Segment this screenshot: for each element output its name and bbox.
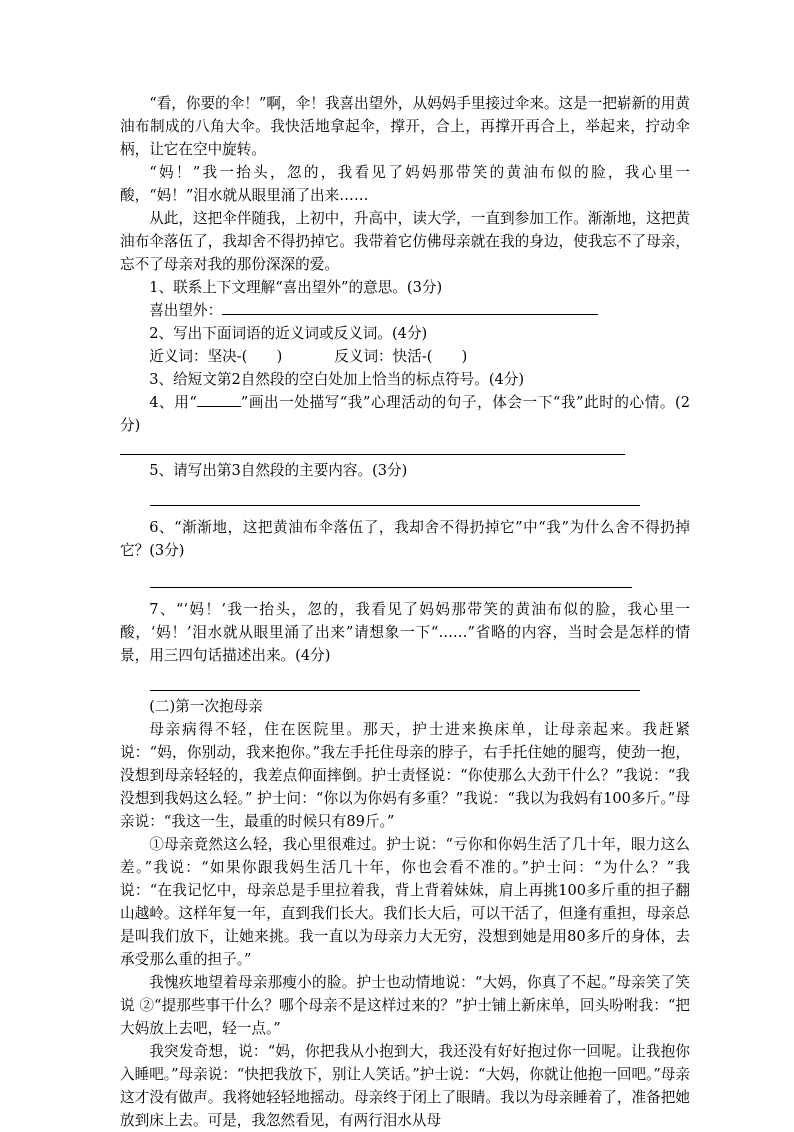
question-4-prefix: 4、用“ <box>149 394 197 411</box>
question-3: 3、给短文第2自然段的空白处加上恰当的标点符号。(4分) <box>149 371 525 388</box>
question-6: 6、“渐渐地，这把黄油布伞落伍了，我却舍不得扔掉它”中“我”为什么舍不得扔掉它？(3分) <box>120 519 690 559</box>
question-7: 7、“‘妈！’我一抬头，忽的，我看见了妈妈那带笑的黄油布似的脸，我心里一酸，‘妈！’泪水就从眼里涌了出来”请想象一下“……”省略的内容，当时会是怎样的情景，用三四句话描述出来。(4分) <box>120 601 690 664</box>
question-1-answer-line[interactable] <box>222 300 598 315</box>
question-1-label: 喜出望外： <box>149 302 223 319</box>
question-4-answer-line[interactable] <box>120 437 625 455</box>
question-7-answer-line[interactable] <box>150 673 640 691</box>
question-2-antonym[interactable]: 反义词：快活-( ) <box>334 348 468 365</box>
passage2-paragraph-3: 我愧疚地望着母亲那瘦小的脸。护士也动情地说：“大妈，你真了不起。”母亲笑了笑说 ②“提那些事干什么？哪个母亲不是这样过来的？”护士铺上新床单，回头吩咐我：“把大妈放上去吧，轻一点。” <box>120 974 690 1037</box>
question-5: 5、请写出第3自然段的主要内容。(3分) <box>149 462 408 479</box>
question-6-answer-line[interactable] <box>150 570 632 588</box>
exam-page <box>120 92 690 1132</box>
question-2-synonym[interactable]: 近义词：坚决-( ) <box>149 348 283 365</box>
question-5-answer-line[interactable] <box>150 488 640 506</box>
question-4-suffix: ”画出一处描写“我”心理活动的句子，体会一下“我”此时的心情。(2分) <box>120 394 690 434</box>
question-2: 2、写出下面词语的近义词或反义词。(4分) <box>149 325 428 342</box>
passage1-paragraph-2: “妈！”我一抬头，忽的，我看见了妈妈那带笑的黄油布似的脸，我心里一酸，“妈！”泪水就从眼里涌了出来…… <box>120 164 690 204</box>
passage1-paragraph-1: “看，你要的伞！”啊，伞！我喜出望外，从妈妈手里接过伞来。这是一把崭新的用黄油布制成的八角大伞。我快活地拿起伞，撑开，合上，再撑开再合上，举起来，拧动伞柄，让它在空中旋转。 <box>120 95 690 158</box>
passage2-paragraph-2: ①母亲竟然这么轻，我心里很难过。护士说：“亏你和你妈生活了几十年，眼力这么差。”我说：“如果你跟我妈生活几十年，你也会看不准的。”护士问：“为什么？”我说：“在我记忆中，母亲总是手里拉着我，背上背着妹妹，肩上再挑100多斤重的担子翻山越岭。这样年复一年，直到我们长大。我们长大后，可以干活了，但逢有重担，母亲总是叫我们放下，让她来挑。我一直以为母亲力大无穷，没想到她是用80多斤的身体，去承受那么重的担子。” <box>120 836 690 968</box>
passage2-paragraph-1: 母亲病得不轻，住在医院里。那天，护士进来换床单，让母亲起来。我赶紧说：“妈，你别动，我来抱你。”我左手托住母亲的脖子，右手托住她的腿弯，使劲一抱，没想到母亲轻轻的，我差点仰面摔倒。护士责怪说：“你使那么大劲干什么？”我说：“我没想到我妈这么轻。” 护士问：“你以为你妈有多重？”我说：“我以为我妈有100多斤。”母亲说：“我这一生，最重的时候只有89斤。” <box>120 721 690 830</box>
question-4 <box>120 391 690 437</box>
passage2-heading: (二)第一次抱母亲 <box>149 698 263 715</box>
question-1: 1、联系上下文理解“喜出望外”的意思。(3分) <box>149 279 443 296</box>
passage2-paragraph-4: 我突发奇想，说：“妈，你把我从小抱到大，我还没有好好抱过你一回呢。让我抱你入睡吧。”母亲说：“快把我放下，别让人笑话。”护士说：“大妈，你就让他抱一回吧。”母亲这才没有做声。我将她轻轻地摇动。母亲终于闭上了眼睛。我以为母亲睡着了，准备把她放到床上去。可是，我忽然看见，有两行泪水从母 <box>120 1043 690 1129</box>
question-4-underline-sample <box>197 392 241 407</box>
question-1-answer-row <box>120 299 690 322</box>
question-2-answer-row <box>120 345 690 368</box>
passage1-paragraph-3: 从此，这把伞伴随我，上初中，升高中，读大学，一直到参加工作。渐渐地，这把黄油布伞落伍了，我却舍不得扔掉它。我带着它仿佛母亲就在我的身边，使我忘不了母亲，忘不了母亲对我的那份深深的爱。 <box>120 210 690 273</box>
